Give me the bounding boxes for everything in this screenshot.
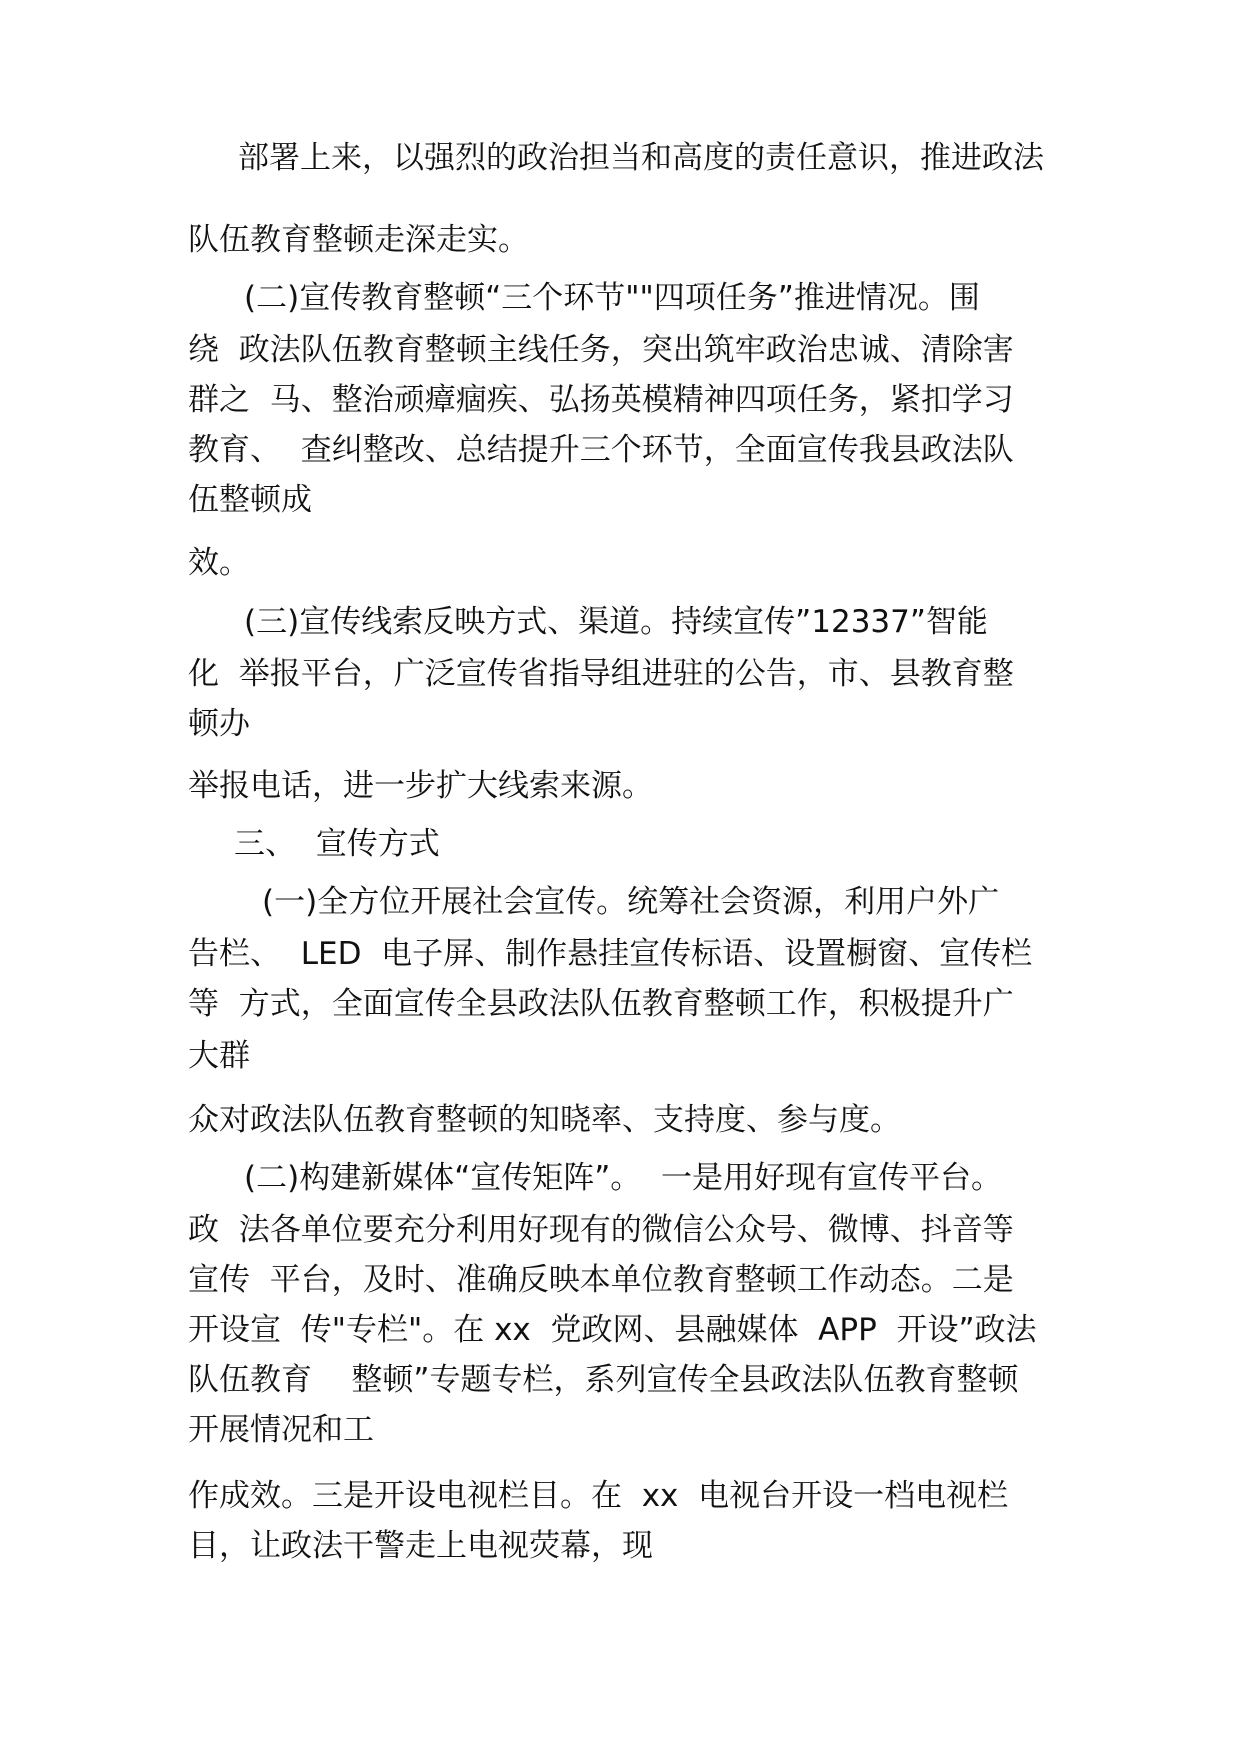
text-line: 众对政法队伍教育整顿的知晓率、支持度、参与度。 [188, 1102, 901, 1138]
text-line: (二)构建新媒体“宣传矩阵”。 一是用好现有宣传平台。 [244, 1160, 1003, 1196]
text-line: 群之 马、整治顽瘴痼疾、弘扬英模精神四项任务，紧扣学习 [188, 382, 1014, 418]
text-line: 作成效。三是开设电视栏目。在 xx 电视台开设一档电视栏 [188, 1478, 1009, 1514]
text-line: 教育、 查纠整改、总结提升三个环节，全面宣传我县政法队 [188, 432, 1014, 468]
text-line: 部署上来，以强烈的政治担当和高度的责任意识，推进政法 [238, 140, 1044, 176]
text-line: 顿办 [188, 706, 250, 742]
text-line: 政 法各单位要充分利用好现有的微信公众号、微博、抖音等 [188, 1212, 1014, 1248]
text-line: 开展情况和工 [188, 1412, 374, 1448]
text-line: (三)宣传线索反映方式、渠道。持续宣传”12337”智能 [244, 604, 988, 640]
text-line: 宣传 平台，及时、准确反映本单位教育整顿工作动态。二是 [188, 1262, 1014, 1298]
section-heading: 三、 宣传方式 [234, 826, 440, 862]
text-line: 化 举报平台，广泛宣传省指导组进驻的公告，市、县教育整 [188, 656, 1014, 692]
text-line: 队伍教育 整顿”专题专栏，系列宣传全县政法队伍教育整顿 [188, 1362, 1019, 1398]
text-line: 伍整顿成 [188, 482, 312, 518]
text-line: 举报电话，进一步扩大线索来源。 [188, 768, 653, 804]
text-line: (二)宣传教育整顿“三个环节""四项任务”推进情况。围 [244, 280, 980, 316]
text-line: 效。 [188, 545, 250, 581]
text-line: 目，让政法干警走上电视荧幕，现 [188, 1528, 653, 1564]
text-line: 告栏、 LED 电子屏、制作悬挂宣传标语、设置橱窗、宣传栏 [188, 936, 1033, 972]
text-line: (一)全方位开展社会宣传。统筹社会资源，利用户外广 [262, 884, 1000, 920]
text-line: 队伍教育整顿走深走实。 [188, 222, 529, 258]
text-line: 大群 [188, 1038, 250, 1074]
text-line: 等 方式，全面宣传全县政法队伍教育整顿工作，积极提升广 [188, 986, 1014, 1022]
text-line: 绕 政法队伍教育整顿主线任务，突出筑牢政治忠诚、清除害 [188, 332, 1014, 368]
text-line: 开设宣 传"专栏"。在 xx 党政网、县融媒体 APP 开设”政法 [188, 1312, 1037, 1348]
